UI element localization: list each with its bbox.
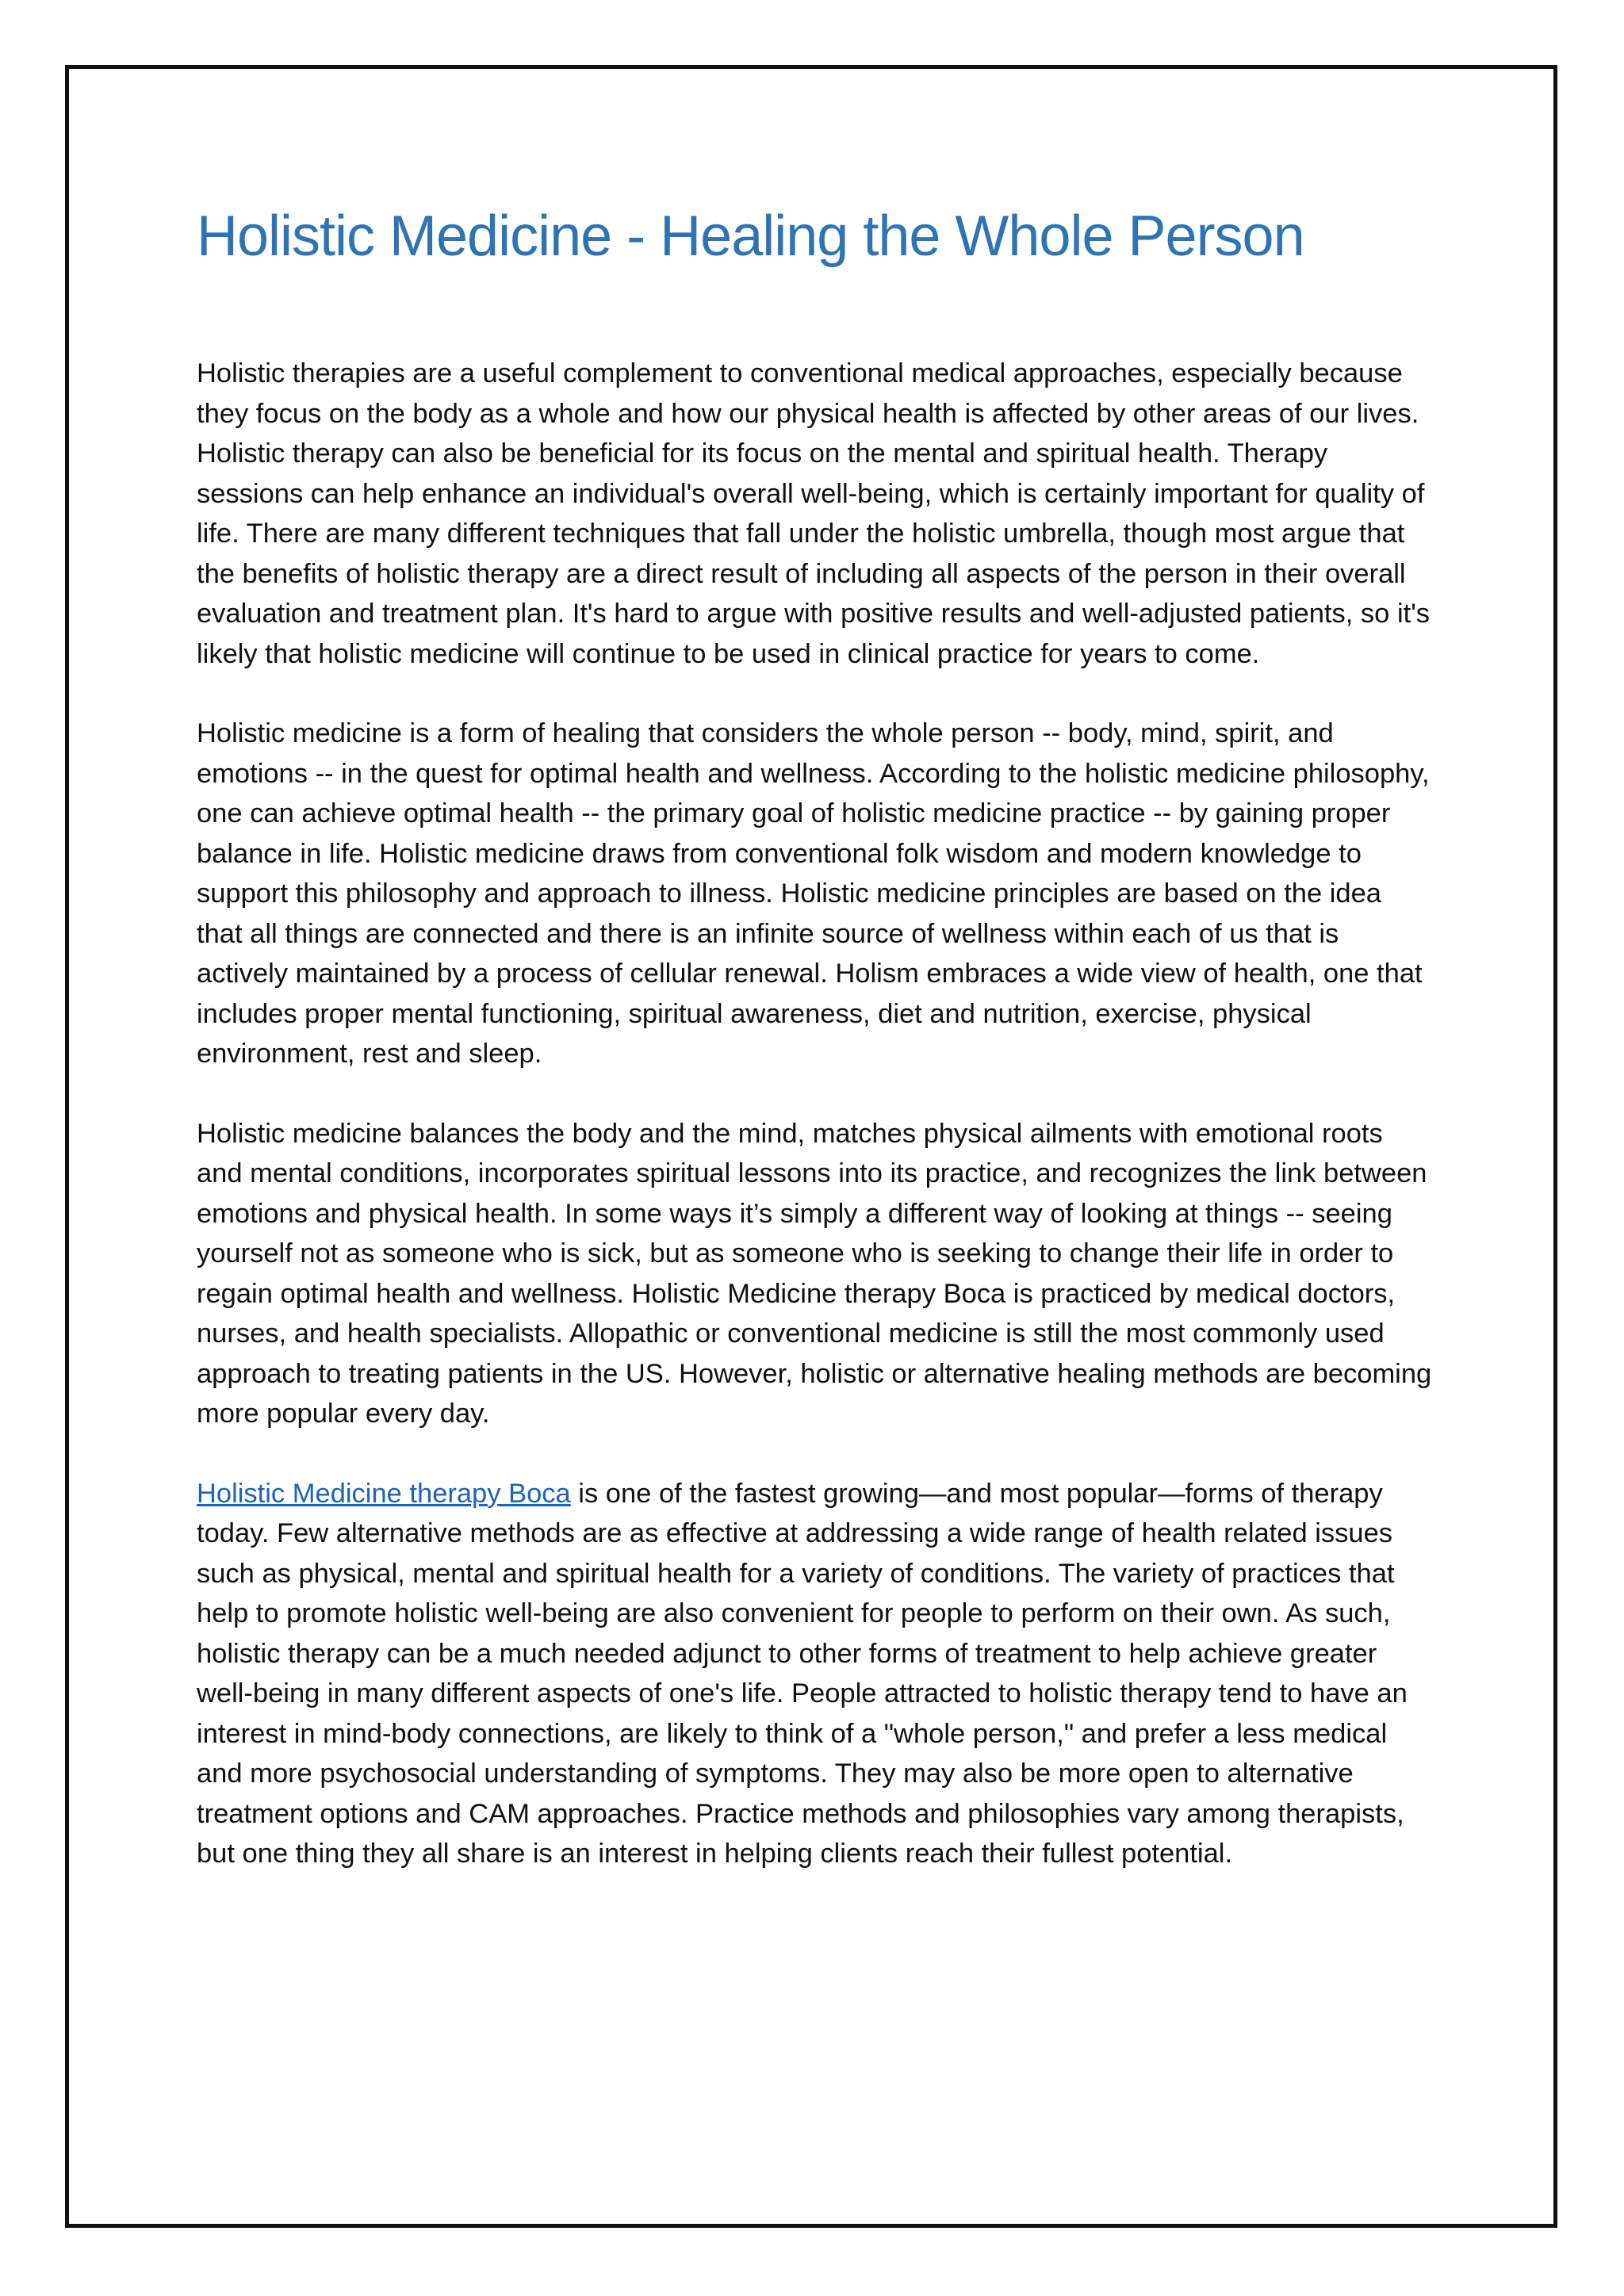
paragraph-3: Holistic medicine balances the body and the mind, matches physical ailments with emotional roots and mental conditions, incorporates spiritual lessons into its practice, and recognizes the link between emotions and physical health. In some ways it’s simply a different way of looking at things -- seeing yourself not as someone who is sick, but as someone who is seeking to change their life in order to regain optimal health and wellness. Holistic Medicine therapy Boca is practiced by medical doctors, nurses, and health specialists. Allopathic or conventional medicine is still the most commonly used approach to treating patients in the US. However, holistic or alternative healing methods are becoming more popular every day. xyxy=(197,1118,1432,1429)
document-title: Holistic Medicine - Healing the Whole Person xyxy=(197,205,1304,268)
paragraph-1: Holistic therapies are a useful complement to conventional medical approaches, especially because they focus on the body as a whole and how our physical health is affected by other areas of our lives. Holistic therapy can also be beneficial for its focus on the mental and spiritual health. Therapy sessions can help enhance an individual's overall well-being, which is certainly important for quality of life. There are many different techniques that fall under the holistic umbrella, though most argue that the benefits of holistic therapy are a direct result of including all aspects of the person in their overall evaluation and treatment plan. It's hard to argue with positive results and well-adjusted patients, so it's likely that holistic medicine will continue to be used in clinical practice for years to come. xyxy=(197,358,1431,669)
paragraph-2: Holistic medicine is a form of healing that considers the whole person -- body, mind, spirit, and emotions -- in the quest for optimal health and wellness. According to the holistic medicine philosophy, one can achieve optimal health -- the primary goal of holistic medicine practice -- by gaining proper balance in life. Holistic medicine draws from conventional folk wisdom and modern knowledge to support this philosophy and approach to illness. Holistic medicine principles are based on the idea that all things are connected and there is an infinite source of wellness within each of us that is actively maintained by a process of cellular renewal. Holism embraces a wide view of health, one that includes proper mental functioning, spiritual awareness, diet and nutrition, exercise, physical environment, rest and sleep. xyxy=(197,718,1430,1069)
paragraph-4 xyxy=(197,1474,1434,1874)
document-body xyxy=(197,198,1434,1874)
paragraph-4-text: is one of the fastest growing—and most popular—forms of therapy today. Few alternative methods are as effective at addressing a wide range of health related issues such as physical, mental and spiritual health for a variety of conditions. The variety of practices that help to promote holistic well-being are also convenient for people to perform on their own. As such, holistic therapy can be a much needed adjunct to other forms of treatment to help achieve greater well-being in many different aspects of one's life. People attracted to holistic therapy tend to have an interest in mind-body connections, are likely to think of a "whole person," and prefer a less medical and more psychosocial understanding of symptoms. They may also be more open to alternative treatment options and CAM approaches. Practice methods and philosophies vary among therapists, but one thing they all share is an interest in helping clients reach their fullest potential. xyxy=(197,1478,1408,1869)
holistic-medicine-boca-link[interactable]: Holistic Medicine therapy Boca xyxy=(197,1478,571,1509)
